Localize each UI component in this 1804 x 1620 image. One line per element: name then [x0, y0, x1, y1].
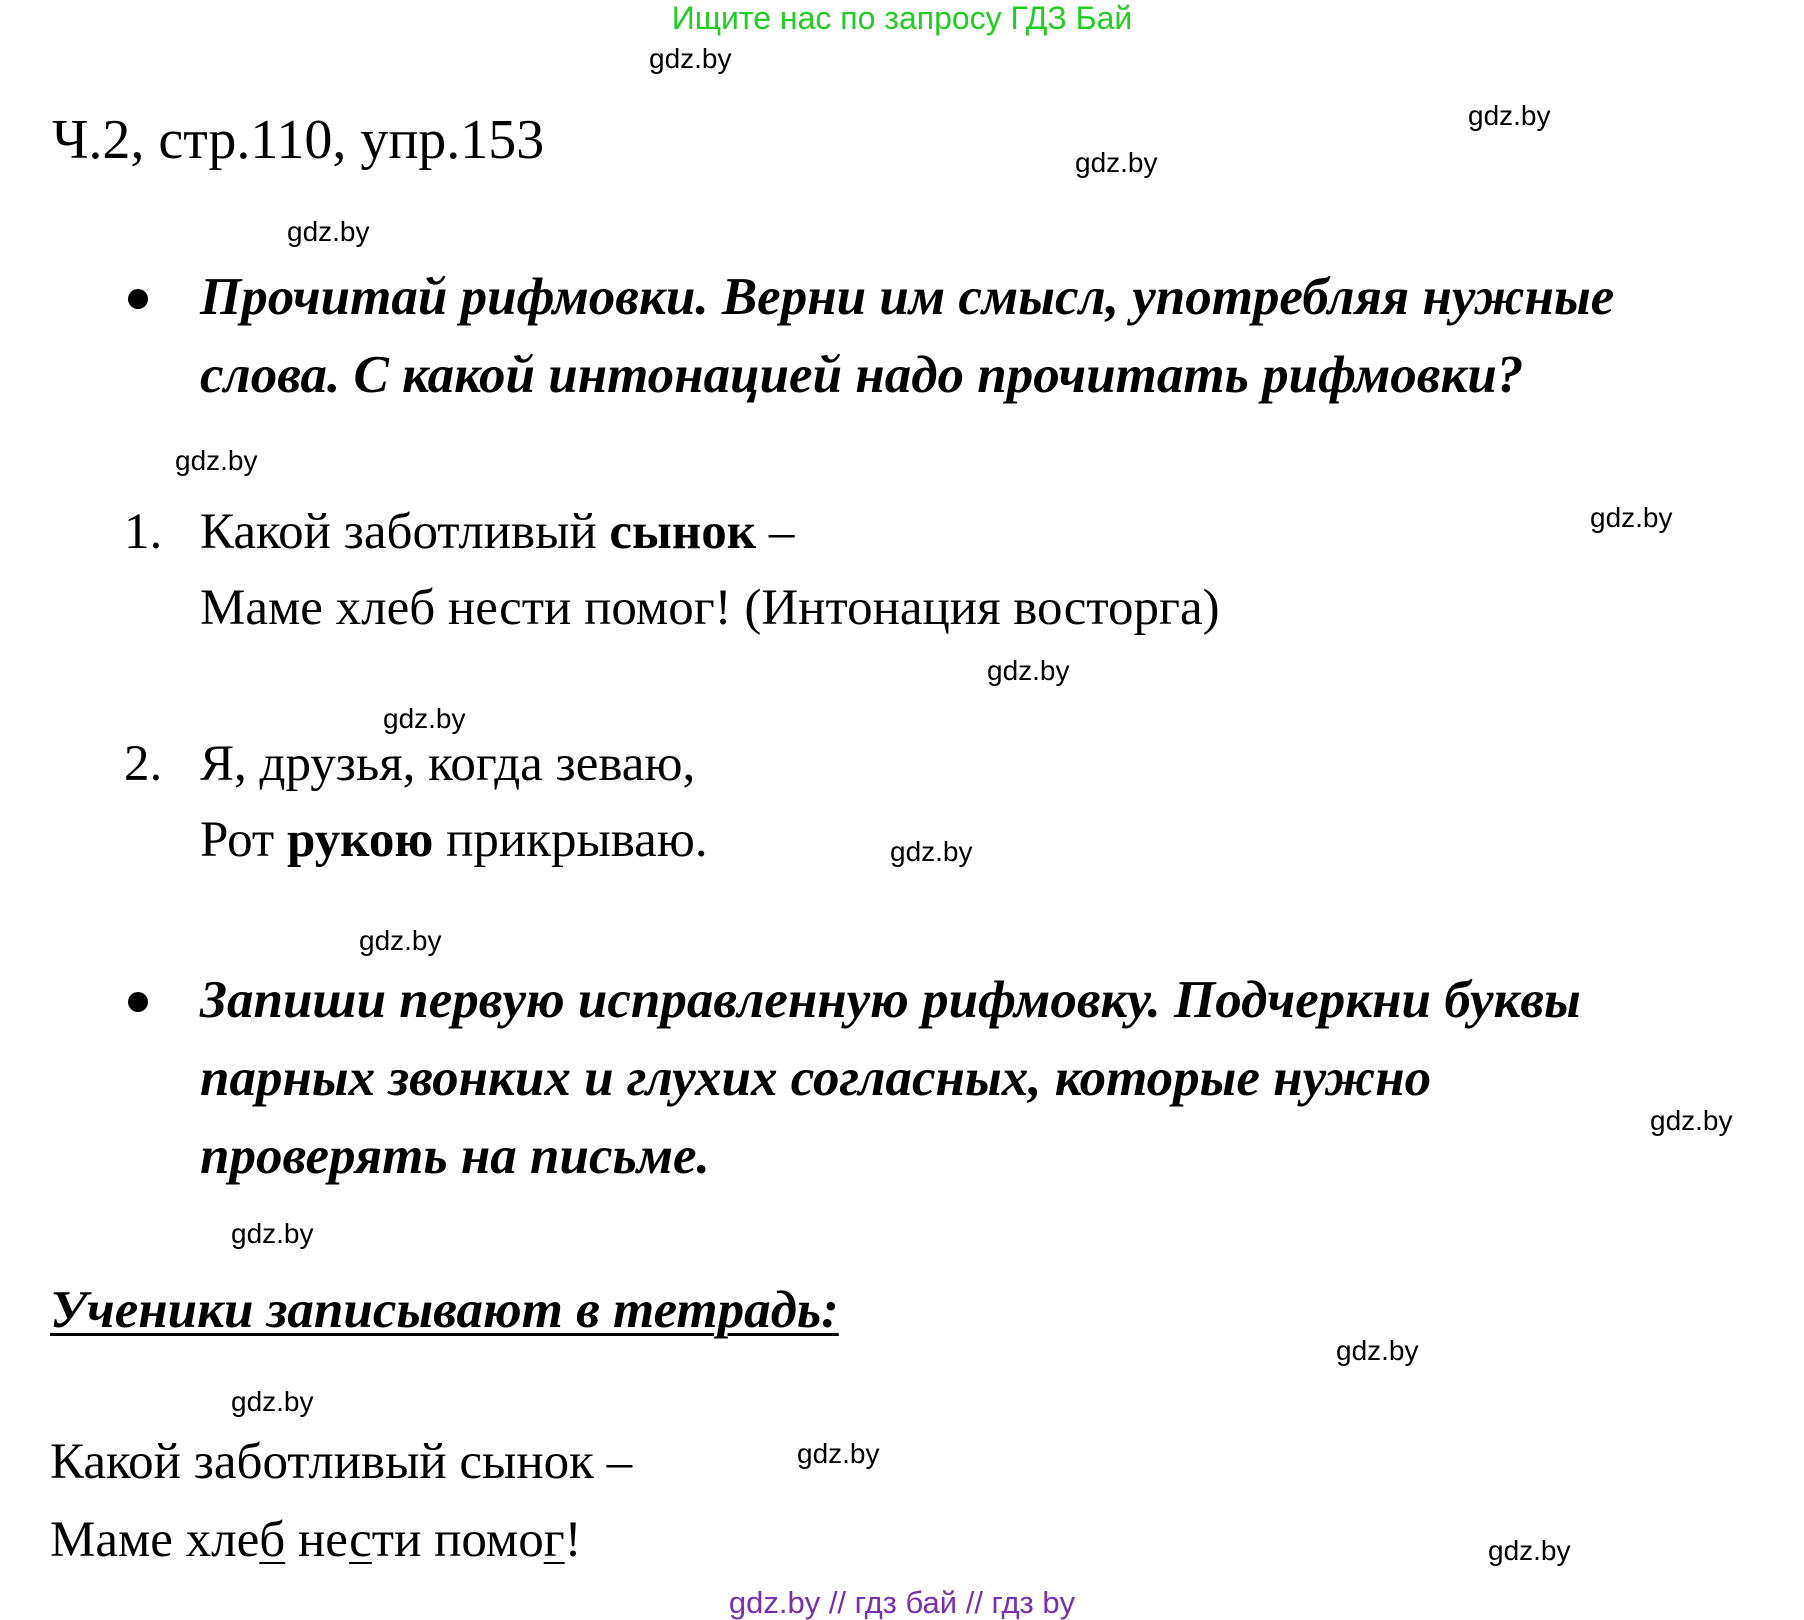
- watermark: gdz.by: [1488, 1535, 1571, 1566]
- answer-text: не: [285, 1512, 350, 1568]
- watermark: gdz.by: [1468, 100, 1551, 131]
- task1-line2: слова. С какой интонацией надо прочитать рифмовки?: [200, 346, 1524, 404]
- watermark: gdz.by: [175, 445, 258, 476]
- watermark: gdz.by: [649, 43, 732, 74]
- answer-line2: [50, 1502, 582, 1578]
- answer-text: Маме хле: [50, 1512, 260, 1568]
- rhyme2-line2-end: прикрываю.: [433, 812, 708, 868]
- rhyme2-line1: Я, друзья, когда зеваю,: [200, 736, 696, 792]
- answer-text: ти помо: [371, 1512, 544, 1568]
- watermark: gdz.by: [1590, 502, 1673, 533]
- watermark: gdz.by: [231, 1386, 314, 1417]
- rhyme1-number: 1.: [124, 504, 163, 560]
- rhyme2-bold-word: рукою: [286, 812, 434, 868]
- pupils-heading: Ученики записывают в тетрадь:: [50, 1281, 839, 1339]
- bullet-dot: [128, 289, 148, 309]
- rhyme2-line2: [200, 802, 708, 878]
- task1-line1: Прочитай рифмовки. Верни им смысл, употребляя нужные: [200, 268, 1615, 326]
- answer-text: !: [564, 1512, 582, 1568]
- answer-line1: Какой заботливый сынок –: [50, 1434, 633, 1490]
- underlined-letter: б: [259, 1512, 286, 1568]
- rhyme1-bold-word: сынок: [609, 504, 757, 560]
- watermark: gdz.by: [1075, 147, 1158, 178]
- task2-line3: проверять на письме.: [200, 1127, 710, 1185]
- watermark: gdz.by: [231, 1218, 314, 1249]
- watermark: gdz.by: [1336, 1335, 1419, 1366]
- watermark: gdz.by: [987, 655, 1070, 686]
- bullet-dot: [128, 992, 148, 1012]
- rhyme1-line2: Маме хлеб нести помог! (Интонация восторга): [200, 580, 1220, 636]
- task2-line2: парных звонких и глухих согласных, которые нужно: [200, 1049, 1432, 1107]
- underlined-letter: г: [543, 1512, 565, 1568]
- top-banner: Ищите нас по запросу ГДЗ Бай: [671, 0, 1133, 36]
- rhyme2-number: 2.: [124, 736, 163, 792]
- page-heading: Ч.2, стр.110, упр.153: [52, 109, 545, 171]
- rhyme1-line1-text: Какой заботливый: [200, 504, 610, 560]
- watermark: gdz.by: [287, 216, 370, 247]
- task2-line1: Запиши первую исправленную рифмовку. Подчеркни буквы: [200, 971, 1581, 1029]
- underlined-letter: с: [349, 1512, 372, 1568]
- watermark: gdz.by: [890, 836, 973, 867]
- watermark: gdz.by: [1650, 1105, 1733, 1136]
- footer: gdz.by // гдз бай // гдз by: [728, 1585, 1076, 1620]
- watermark: gdz.by: [359, 925, 442, 956]
- rhyme2-line2-text: Рот: [200, 812, 287, 868]
- watermark: gdz.by: [797, 1438, 880, 1469]
- watermark: gdz.by: [383, 703, 466, 734]
- rhyme1-line1: [200, 494, 794, 570]
- rhyme1-line1-dash: –: [756, 504, 795, 560]
